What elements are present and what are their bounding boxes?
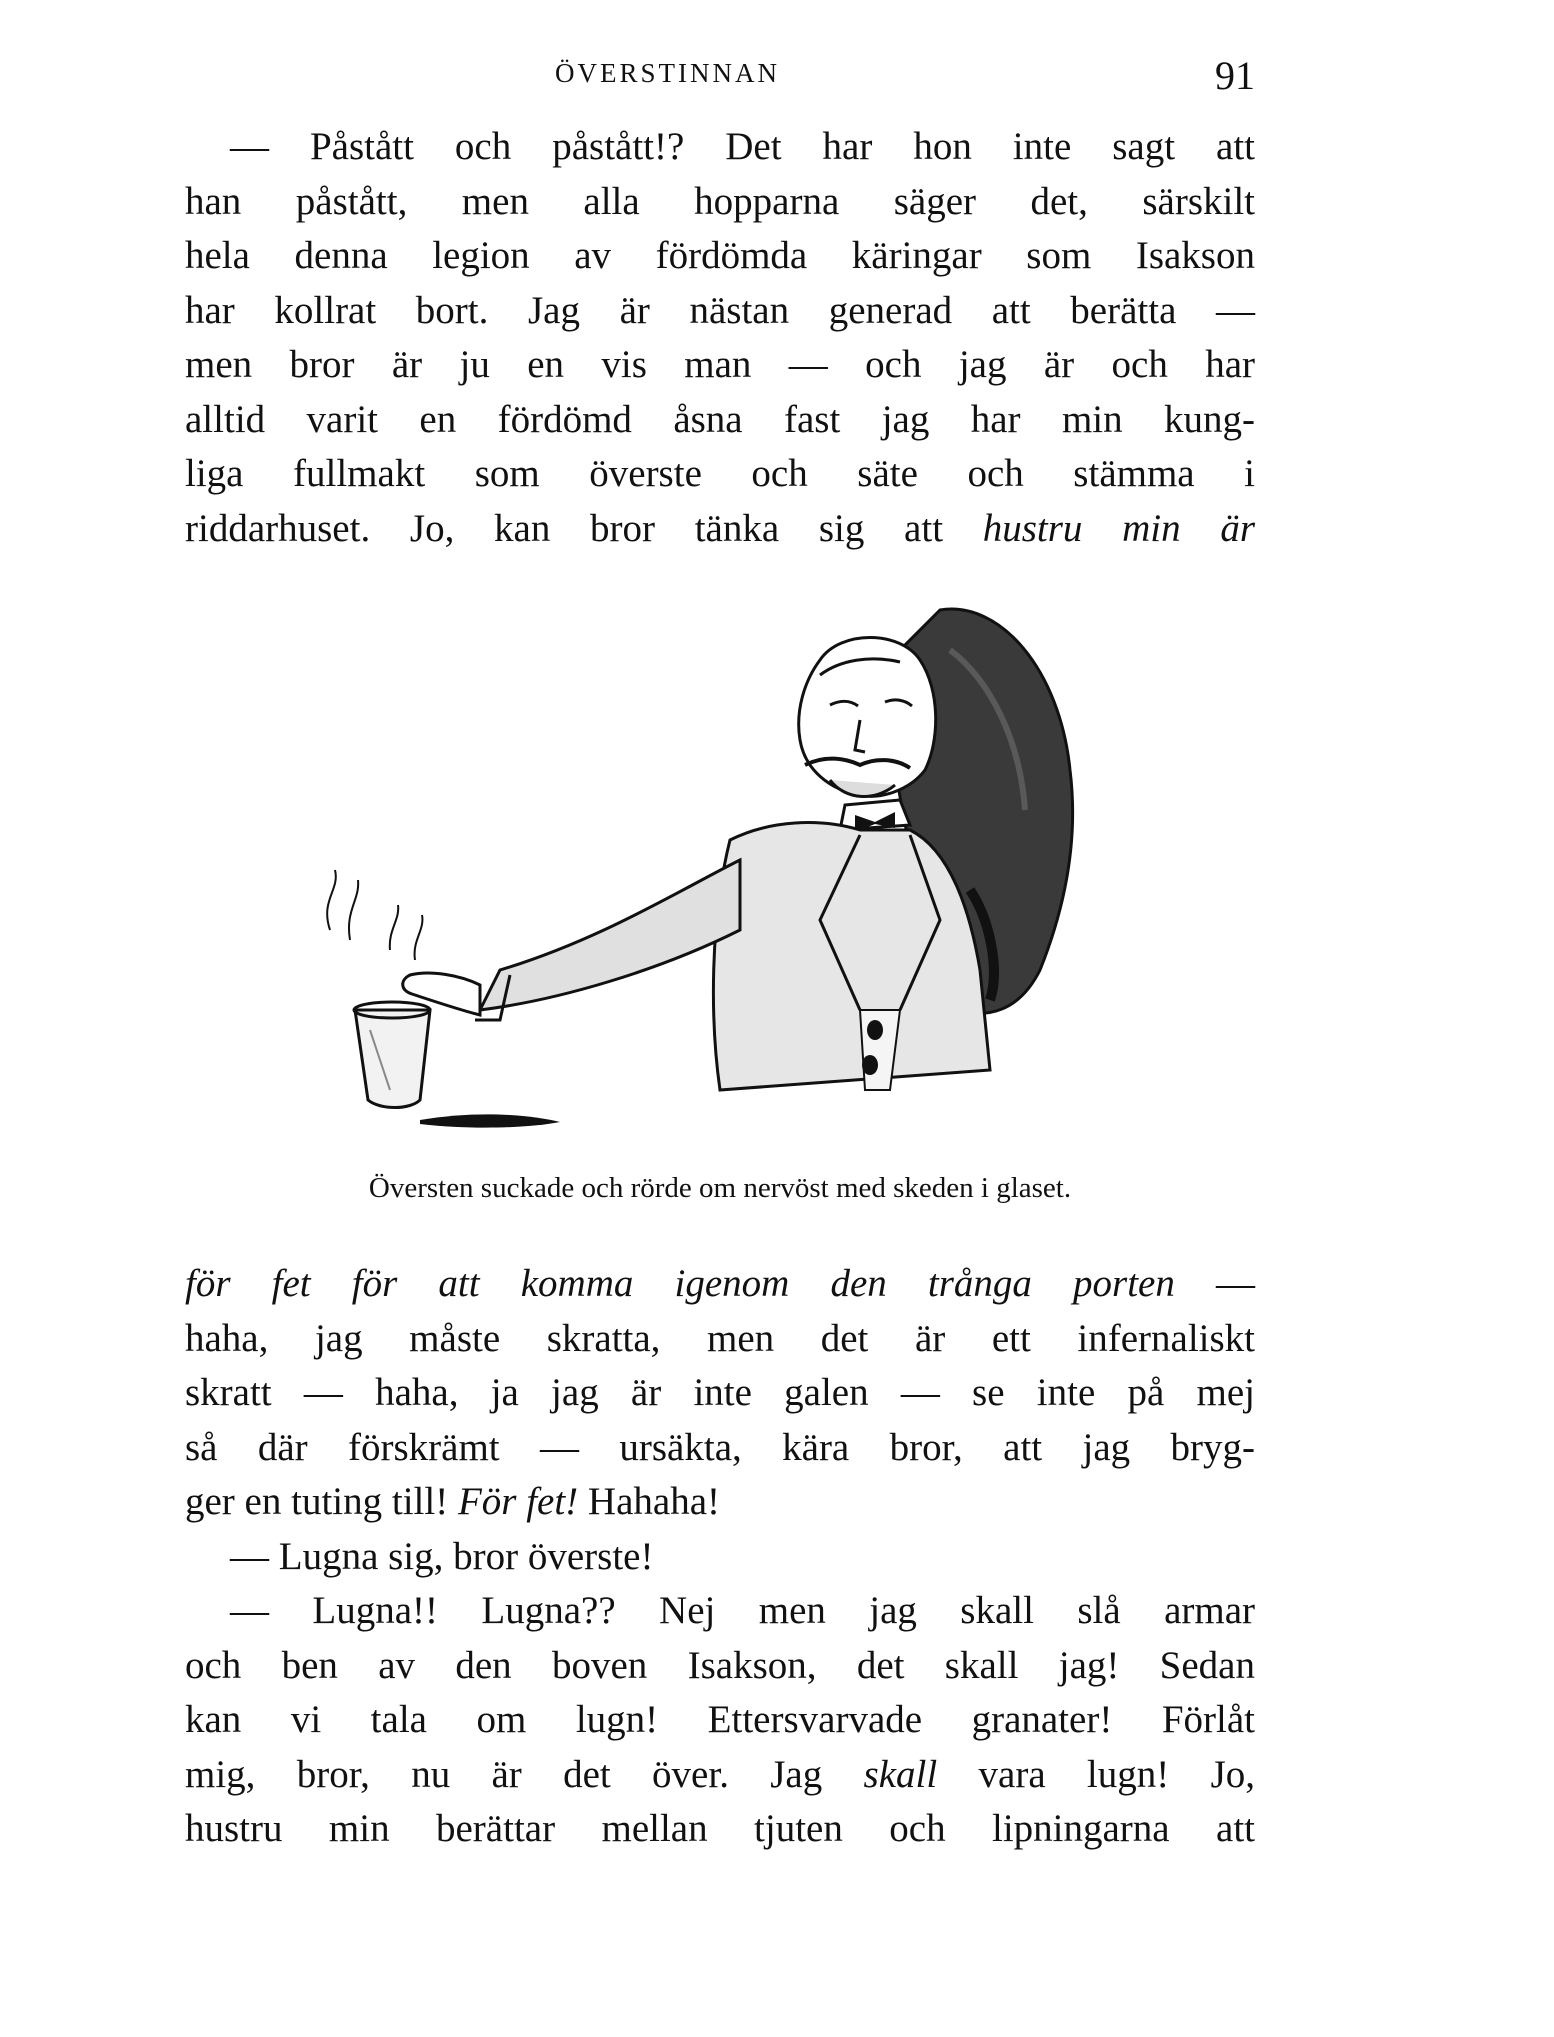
page-number: 91 xyxy=(1215,53,1255,98)
colonel-head xyxy=(799,638,936,797)
text-segment: kan vi tala om lugn! Ettersvarvade granater! Förlåt xyxy=(185,1698,1255,1741)
vest-button xyxy=(862,1055,878,1075)
body-text-top xyxy=(185,120,1255,556)
text-segment: Hahaha! xyxy=(578,1480,721,1523)
text-line xyxy=(185,229,1255,284)
text-line xyxy=(185,1748,1255,1803)
running-title: ÖVERSTINNAN xyxy=(555,58,780,88)
text-line xyxy=(185,284,1255,339)
text-segment: hustru min berättar mellan tjuten och lipningarna att xyxy=(185,1807,1255,1850)
text-segment: hela denna legion av fördömda käringar som Isakson xyxy=(185,234,1255,277)
text-segment: — xyxy=(1174,1262,1255,1305)
text-line xyxy=(185,120,1255,175)
running-head xyxy=(185,53,1255,98)
text-line xyxy=(185,1366,1255,1421)
illustration-colonel-stirring-glass xyxy=(300,590,1120,1150)
body-text-bottom xyxy=(185,1257,1255,1857)
text-line xyxy=(185,338,1255,393)
text-line xyxy=(185,175,1255,230)
text-segment: men bror är ju en vis man — och jag är och har xyxy=(185,343,1255,386)
glass xyxy=(355,1010,430,1108)
text-line xyxy=(185,502,1255,557)
text-segment: alltid varit en fördömd åsna fast jag har min kung- xyxy=(185,397,1255,441)
text-segment: — Lugna sig, bror överste! xyxy=(230,1534,654,1578)
text-segment: liga fullmakt som överste och säte och stämma i xyxy=(185,452,1255,495)
text-segment: så där förskrämt — ursäkta, kära bror, att jag bryg- xyxy=(185,1425,1255,1469)
text-segment: och ben av den boven Isakson, det skall jag! Sedan xyxy=(185,1643,1255,1687)
text-segment: skratt — haha, ja jag är inte galen — se inte på mej xyxy=(185,1371,1255,1414)
text-segment: har kollrat bort. Jag är nästan generad att berätta — xyxy=(185,288,1255,332)
text-segment: vara lugn! Jo, xyxy=(937,1752,1255,1796)
text-line xyxy=(185,1584,1255,1639)
text-segment: — Lugna!! Lugna?? Nej men jag skall slå armar xyxy=(230,1589,1255,1632)
text-line xyxy=(185,1639,1255,1694)
table-shadow xyxy=(420,1114,560,1127)
text-segment: haha, jag måste skratta, men det är ett infernaliskt xyxy=(185,1316,1255,1360)
italic-text: för fet för att komma igenom den trånga porten xyxy=(185,1262,1175,1305)
steam-lines xyxy=(327,870,422,960)
text-line xyxy=(185,1475,1255,1530)
italic-text: hustru min är xyxy=(982,506,1255,550)
text-line xyxy=(185,1257,1255,1312)
italic-text: För fet! xyxy=(457,1480,579,1523)
colonel-arm xyxy=(480,860,740,1010)
text-line xyxy=(185,1693,1255,1748)
text-line xyxy=(185,1421,1255,1476)
vest-button xyxy=(867,1020,883,1040)
text-segment: mig, bror, nu är det över. Jag xyxy=(185,1752,864,1796)
italic-text: skall xyxy=(863,1752,938,1796)
text-line xyxy=(185,1312,1255,1367)
text-segment: han påstått, men alla hopparna säger det, särskilt xyxy=(185,179,1255,223)
text-segment: riddarhuset. Jo, kan bror tänka sig att xyxy=(185,506,983,550)
text-line xyxy=(185,1530,1255,1585)
text-segment: ger en tuting till! xyxy=(185,1480,458,1523)
text-segment: — Påstått och påstått!? Det har hon inte sagt att xyxy=(230,125,1255,168)
text-line xyxy=(185,1802,1255,1857)
text-line xyxy=(185,447,1255,502)
illustration-caption: Översten suckade och rörde om nervöst med skeden i glaset. xyxy=(368,1172,1072,1204)
text-line xyxy=(185,393,1255,448)
